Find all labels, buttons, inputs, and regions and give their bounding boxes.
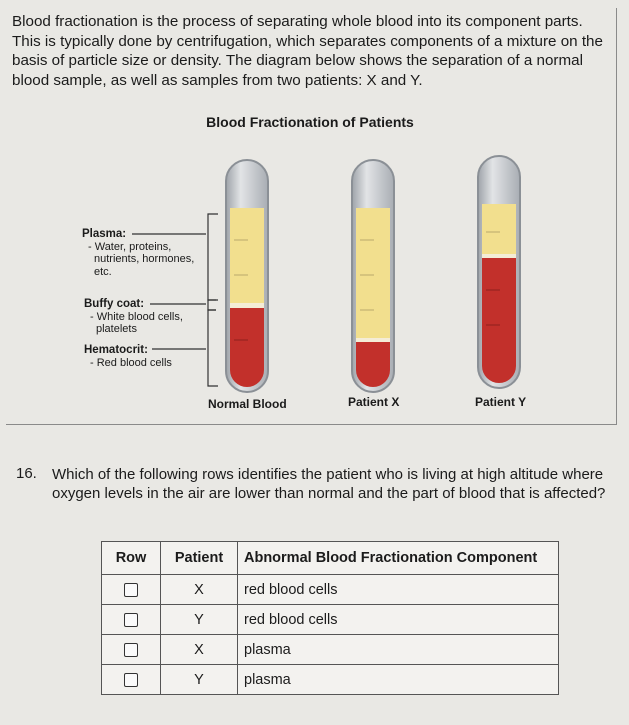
red-cell-layer [230, 308, 264, 387]
question-number: 16. [16, 465, 37, 482]
component-cell: plasma [238, 635, 559, 665]
header-patient: Patient [161, 542, 238, 575]
buffy-desc-1: - White blood cells, [90, 310, 183, 323]
component-cell: plasma [238, 665, 559, 695]
row-checkbox[interactable] [124, 583, 138, 597]
plasma-desc-3: etc. [94, 265, 112, 278]
patient-cell: Y [161, 605, 238, 635]
question-text: Which of the following rows identifies the patient who is living at high altitude where oxygen levels in the air are lower than normal and the part of blood that is affected? [52, 466, 606, 502]
patient-cell: Y [161, 665, 238, 695]
buffy-desc-2: platelets [96, 323, 137, 335]
row-checkbox[interactable] [124, 613, 138, 627]
plasma-title: Plasma: [82, 228, 127, 240]
red-cell-layer [482, 258, 516, 383]
answer-table [101, 541, 559, 695]
patient-cell: X [161, 635, 238, 665]
patient-cell: X [161, 575, 238, 605]
plasma-label [82, 228, 194, 278]
tube-patient-x [352, 160, 394, 392]
component-cell: red blood cells [238, 605, 559, 635]
plasma-layer [482, 204, 516, 254]
plasma-desc-1: - Water, proteins, [88, 240, 172, 253]
plasma-layer [230, 208, 264, 303]
buffy-coat-layer [356, 338, 390, 342]
plasma-layer [356, 208, 390, 338]
buffy-coat-layer [230, 303, 264, 308]
plasma-desc-2: nutrients, hormones, [94, 253, 195, 265]
buffy-title: Buffy coat: [84, 298, 145, 310]
buffy-coat-label [84, 298, 183, 336]
red-cell-layer [356, 342, 390, 387]
header-component: Abnormal Blood Fractionation Component [238, 542, 559, 575]
tube-normal [226, 160, 268, 392]
intro-paragraph: Blood fractionation is the process of separating whole blood into its component parts. This is typically done by centrifugation, which separates components of a mixture on the basis of particle size or density. The diagram below shows the separation of a normal blood sample, as well as samples from two patients: X and Y. [12, 13, 603, 89]
row-checkbox[interactable] [124, 643, 138, 657]
table-row[interactable] [102, 575, 559, 605]
tube-label-normal: Normal Blood [208, 397, 287, 411]
hema-title: Hematocrit: [84, 344, 148, 356]
table-row[interactable] [102, 635, 559, 665]
header-row: Row [102, 542, 161, 575]
buffy-coat-layer [482, 254, 516, 258]
table-row[interactable] [102, 665, 559, 695]
table-row[interactable] [102, 605, 559, 635]
tube-patient-y [478, 156, 520, 388]
tube-label-patient-x: Patient X [348, 395, 400, 409]
table-header-row [102, 542, 559, 575]
tube-label-patient-y: Patient Y [475, 395, 527, 409]
diagram-title: Blood Fractionation of Patients [206, 114, 414, 130]
hema-desc: - Red blood cells [90, 356, 172, 369]
hematocrit-label [84, 344, 172, 369]
component-cell: red blood cells [238, 575, 559, 605]
row-checkbox[interactable] [124, 673, 138, 687]
